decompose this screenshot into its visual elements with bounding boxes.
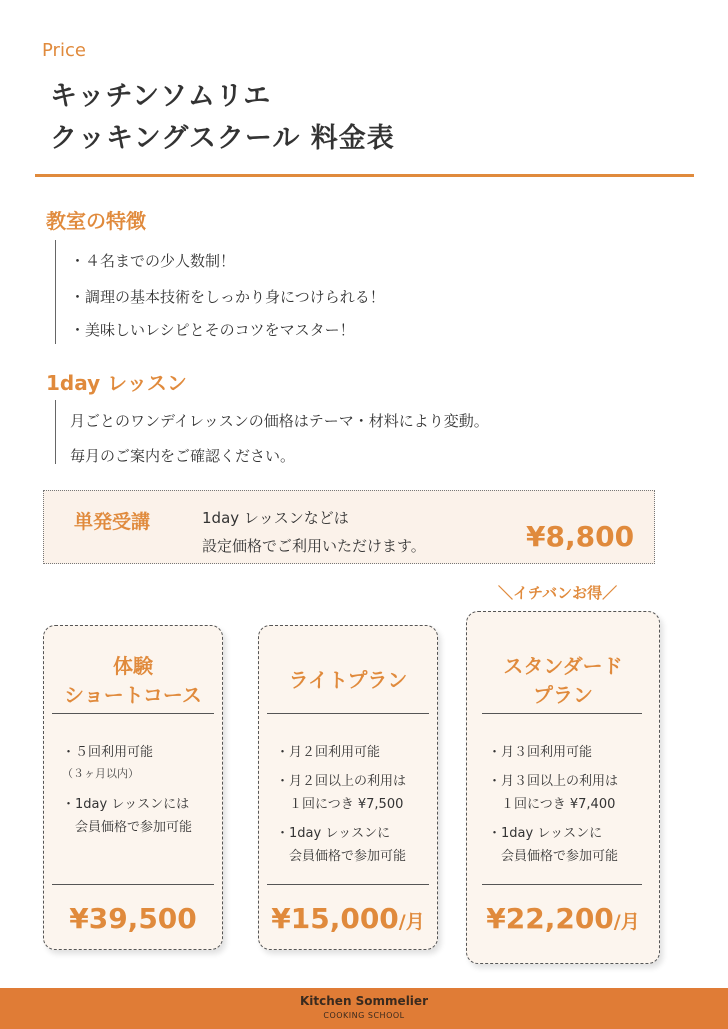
best-value-badge: ＼イチバンお得／: [498, 584, 618, 602]
features-heading: 教室の特徴: [46, 209, 146, 233]
oneday-heading: 1day レッスン: [46, 371, 187, 395]
plan-divider: [52, 713, 214, 714]
plan-bullet: ・月３回利用可能: [488, 745, 593, 760]
plan-price-unit: /月: [398, 911, 425, 933]
plan-price: ¥15,000: [271, 902, 399, 935]
single-session-desc: 1day レッスンなどは: [202, 509, 349, 527]
plan-bullet: １回につき ¥7,400: [488, 797, 616, 812]
single-session-price: ¥8,800: [526, 520, 635, 553]
plan-bullet: ・1day レッスンに: [488, 826, 603, 841]
plan-bullet: ・1day レッスンには: [62, 797, 190, 812]
plan-title: 体験: [113, 654, 153, 678]
plan-price-row: [466, 902, 660, 935]
oneday-line: 月ごとのワンデイレッスンの価格はテーマ・材料により変動。: [70, 412, 489, 430]
plan-bullet: ・1day レッスンに: [276, 826, 391, 841]
plan-bullet: ・月３回以上の利用は: [488, 774, 619, 789]
plan-bullet: ・月２回利用可能: [276, 745, 381, 760]
plan-bullet: ・５回利用可能: [62, 745, 154, 760]
title-divider: [35, 174, 694, 177]
plan-divider: [482, 884, 642, 885]
oneday-line: 毎月のご案内をご確認ください。: [70, 447, 296, 465]
page-title-line2: クッキングスクール 料金表: [50, 123, 395, 154]
plan-title: ショートコース: [64, 683, 202, 707]
features-bar: [55, 240, 56, 344]
plan-price: ¥39,500: [69, 902, 197, 935]
page-title-line1: キッチンソムリエ: [50, 81, 272, 112]
plan-price-unit: /月: [613, 911, 640, 933]
plan-title: スタンダード: [503, 654, 623, 678]
plan-divider: [482, 713, 642, 714]
footer-brand-sub: COOKING SCHOOL: [323, 1011, 405, 1020]
plan-bullet: １回につき ¥7,500: [276, 797, 404, 812]
plan-divider: [52, 884, 214, 885]
feature-item: ・調理の基本技術をしっかり身につけられる！: [70, 288, 385, 306]
plan-divider: [267, 884, 429, 885]
feature-item: ・美味しいレシピとそのコツをマスター！: [70, 321, 355, 339]
plan-bullet: ・月２回以上の利用は: [276, 774, 407, 789]
feature-item: ・４名までの少人数制！: [70, 252, 236, 270]
plan-bullet: （３ヶ月以内）: [62, 767, 139, 780]
oneday-bar: [55, 400, 56, 464]
plan-price-row: [258, 902, 438, 935]
plan-price: ¥22,200: [486, 902, 614, 935]
eyebrow-label: Price: [42, 40, 86, 61]
plan-bullet: 会員価格で参加可能: [276, 849, 407, 864]
footer-bar: [0, 988, 728, 1029]
plan-bullet: 会員価格で参加可能: [488, 849, 619, 864]
plan-bullet: 会員価格で参加可能: [62, 820, 193, 835]
single-session-label: 単発受講: [74, 511, 151, 533]
plan-price-row: [43, 902, 223, 935]
plan-title: ライトプラン: [288, 668, 408, 692]
plan-divider: [267, 713, 429, 714]
plan-title: プラン: [533, 683, 593, 707]
footer-brand-name: Kitchen Sommelier: [300, 994, 428, 1008]
single-session-desc: 設定価格でご利用いただけます。: [202, 537, 426, 555]
